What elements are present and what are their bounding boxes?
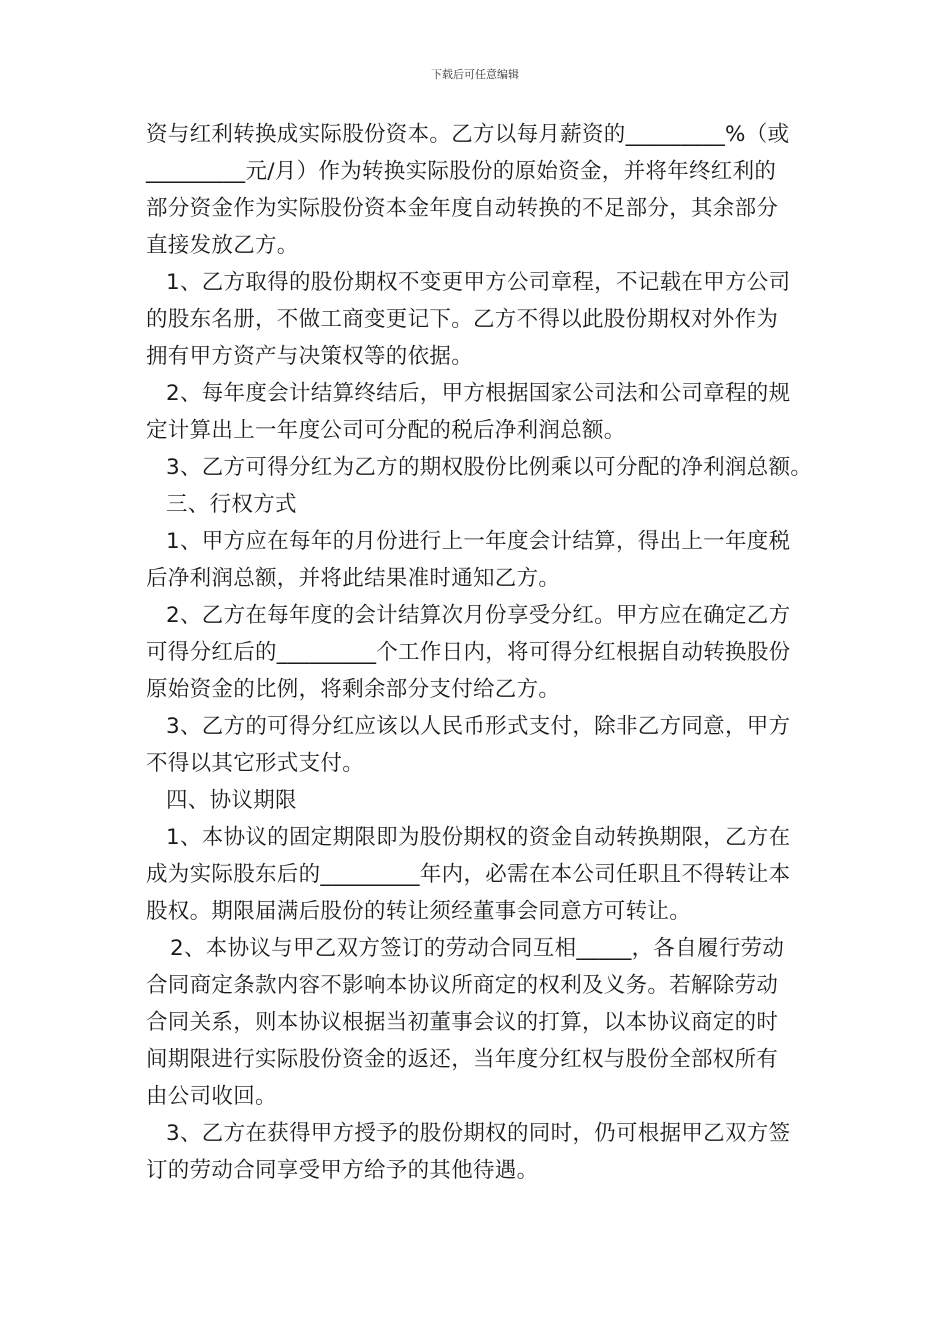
text-line: 部分资金作为实际股份资本金年度自动转换的不足部分，其余部分 <box>146 196 779 221</box>
text-line: 四、协议期限 <box>166 788 297 813</box>
paragraph-p10 <box>146 819 826 930</box>
text-line: 2、每年度会计结算终结后，甲方根据国家公司法和公司章程的规 <box>166 381 791 406</box>
text-line: 间期限进行实际股份资金的返还，当年度分红权与股份全部权所有 <box>146 1047 779 1072</box>
text-line: 股权。期限届满后股份的转让须经董事会同意方可转让。 <box>146 899 692 924</box>
paragraph-p9 <box>146 782 826 819</box>
paragraph-p2 <box>146 264 826 375</box>
page-header: 下载后可任意编辑 <box>431 68 519 81</box>
text-line: 直接发放乙方。 <box>146 233 299 258</box>
paragraph-p7 <box>146 597 826 708</box>
document-body <box>146 116 826 1189</box>
text-line: 成为实际股东后的_________年内，必需在本公司任职且不得转让本 <box>146 862 791 887</box>
text-line: 后净利润总额，并将此结果准时通知乙方。 <box>146 566 561 591</box>
text-line: 由公司收回。 <box>146 1084 277 1109</box>
text-line: 2、乙方在每年度的会计结算次月份享受分红。甲方应在确定乙方 <box>166 603 791 628</box>
text-line: 原始资金的比例，将剩余部分支付给乙方。 <box>146 677 561 702</box>
paragraph-p8 <box>146 708 826 782</box>
paragraph-p6 <box>146 523 826 597</box>
paragraph-p4 <box>146 449 826 486</box>
text-line: 三、行权方式 <box>166 492 297 517</box>
text-line: 合同关系，则本协议根据当初董事会议的打算，以本协议商定的时 <box>146 1010 779 1035</box>
text-line: 的股东名册，不做工商变更记下。乙方不得以此股份期权对外作为 <box>146 307 779 332</box>
paragraph-p12 <box>146 1115 826 1189</box>
text-line: 3、乙方的可得分红应该以人民币形式支付，除非乙方同意，甲方 <box>166 714 791 739</box>
paragraph-p1 <box>146 116 826 264</box>
text-line: 1、乙方取得的股份期权不变更甲方公司章程，不记载在甲方公司 <box>166 270 791 295</box>
text-line: 订的劳动合同享受甲方给予的其他待遇。 <box>146 1158 539 1183</box>
paragraph-p5 <box>146 486 826 523</box>
text-line: 3、乙方在获得甲方授予的股份期权的同时，仍可根据甲乙双方签 <box>166 1121 791 1146</box>
text-line: 资与红利转换成实际股份资本。乙方以每月薪资的_________%（或 <box>146 122 790 147</box>
paragraph-p3 <box>146 375 826 449</box>
paragraph-p11 <box>146 930 826 1115</box>
text-line: 不得以其它形式支付。 <box>146 751 365 776</box>
text-line: 1、本协议的固定期限即为股份期权的资金自动转换期限，乙方在 <box>166 825 791 850</box>
text-line: 拥有甲方资产与决策权等的依据。 <box>146 344 474 369</box>
text-line: _________元/月）作为转换实际股份的原始资金，并将年终红利的 <box>146 159 777 184</box>
text-line: 合同商定条款内容不影响本协议所商定的权利及义务。若解除劳动 <box>146 973 779 998</box>
text-line: 3、乙方可得分红为乙方的期权股份比例乘以可分配的净利润总额。 <box>166 455 813 480</box>
text-line: 2、本协议与甲乙双方签订的劳动合同互相_____，各自履行劳动 <box>170 936 785 961</box>
text-line: 1、甲方应在每年的月份进行上一年度会计结算，得出上一年度税 <box>166 529 791 554</box>
text-line: 定计算出上一年度公司可分配的税后净利润总额。 <box>146 418 626 443</box>
text-line: 可得分红后的_________个工作日内，将可得分红根据自动转换股份 <box>146 640 791 665</box>
